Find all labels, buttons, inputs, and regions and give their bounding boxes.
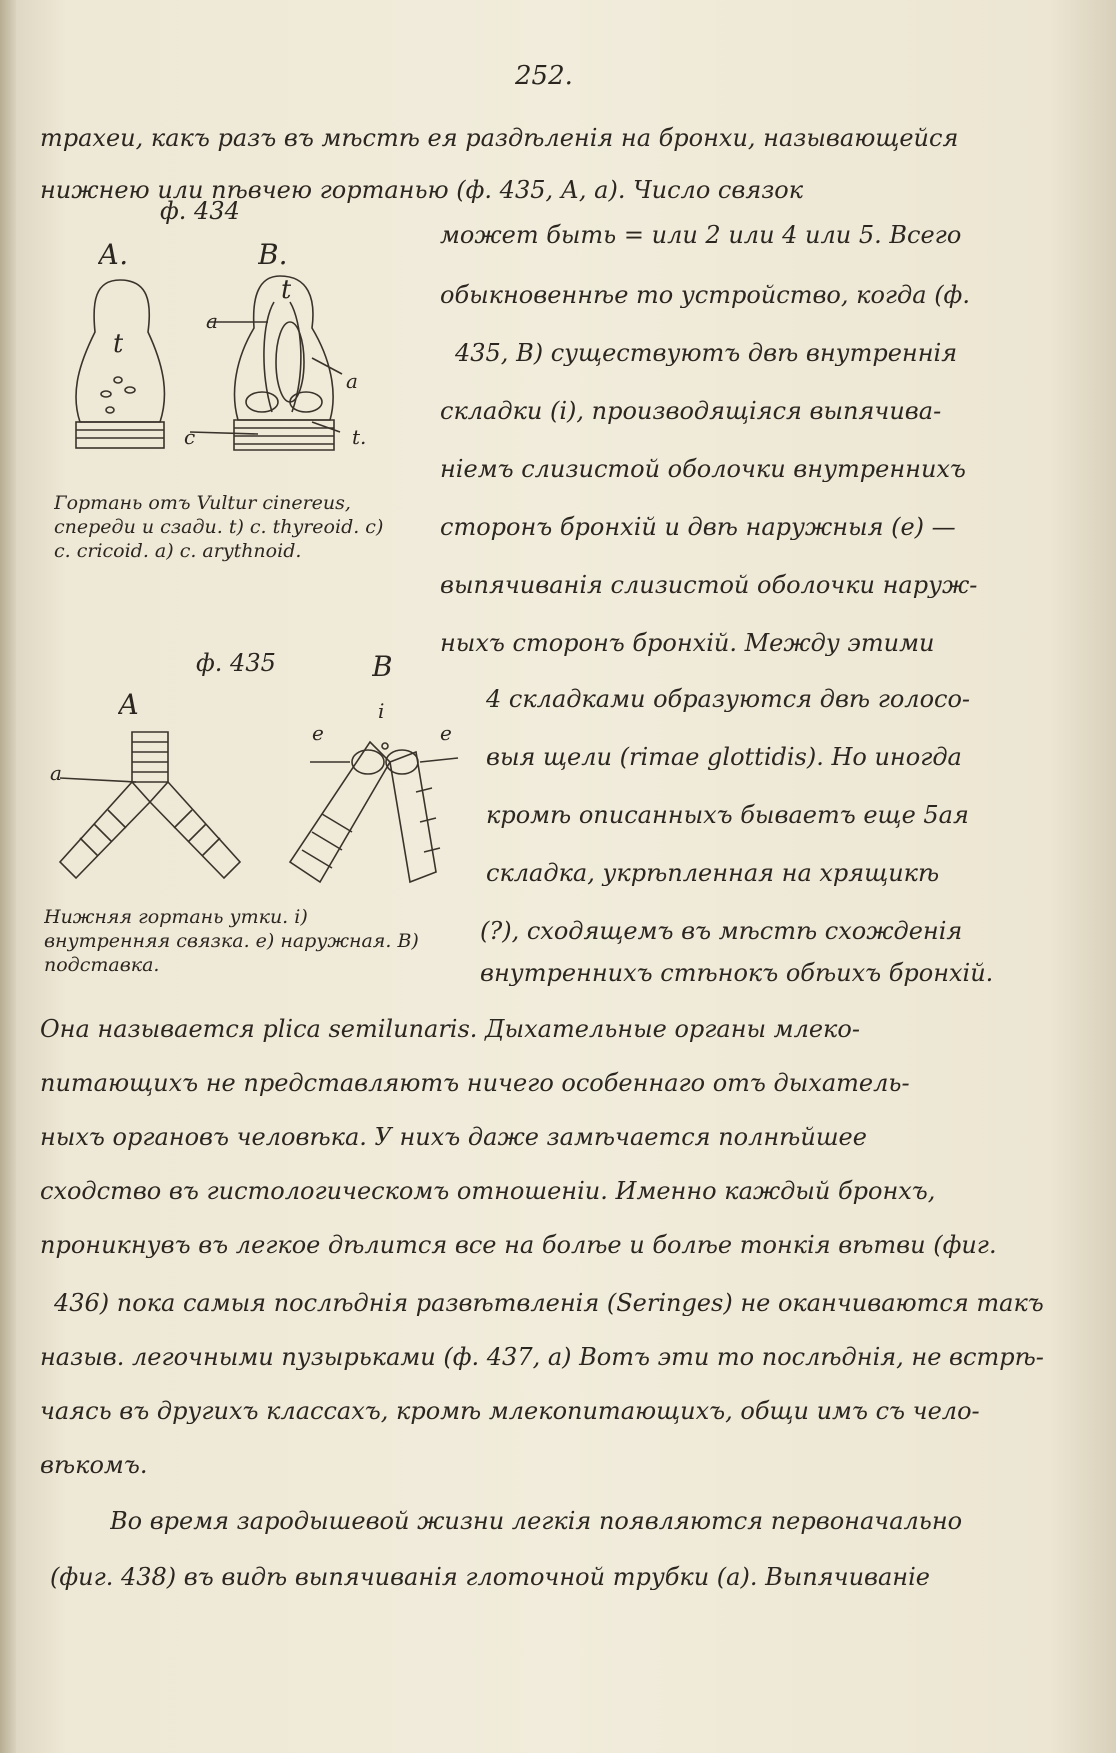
figure-435-caption: Нижняя гортань утки. i) внутренняя связка. e) наружная. В) подставка. [44, 906, 419, 976]
figure-435-letter: e [312, 722, 324, 744]
text-line: 4 складками образуются двѣ голосо- [486, 686, 971, 713]
text-line: трахеи, какъ разъ въ мѣстѣ ея раздѣленія на бронхи, называющейся нижнею или пѣвчею гортанью (ф. 435, А, а). Число связок [40, 124, 959, 204]
text-line: (?), сходящемъ въ мѣстѣ схожденія [480, 918, 963, 945]
figure-435-sub-a: А [118, 690, 140, 721]
figure-434-letter: t. [352, 426, 367, 448]
figure-435-sub-b: В [372, 652, 393, 683]
figure-435-label: ф. 435 [196, 650, 276, 677]
larynx-sketch [40, 262, 380, 492]
text-line: ныхъ сторонъ бронхій. Между этими [440, 630, 935, 657]
figure-434-letter: a [346, 370, 358, 392]
text-line: кромѣ описанныхъ бываетъ еще 5ая [486, 802, 969, 829]
figure-434-sub-a: А. [98, 240, 129, 271]
syrinx-sketch [40, 722, 460, 922]
text-line: Она называется plica semilunaris. Дыхательные органы млеко- [40, 1016, 860, 1043]
figure-434-caption: Гортань отъ Vultur cinereus, спереди и сзади. t) c. thyreoid. c) c. cricoid. a) c. arythnoid. [54, 492, 384, 562]
text-line: внутреннихъ стѣнокъ обѣихъ бронхій. [480, 960, 994, 987]
figure-434-letter: c [184, 426, 196, 448]
text-line: питающихъ не представляютъ ничего особеннаго отъ дыхатель- [40, 1070, 910, 1097]
text-line: может быть = или 2 или 4 или 5. Всего [440, 222, 962, 249]
text-line: ныхъ органовъ человѣка. У нихъ даже замѣчается полнѣйшее [40, 1124, 867, 1151]
text-line: проникнувъ въ легкое дѣлится все на болѣе и болѣе тонкія вѣтви (фиг. [40, 1232, 997, 1259]
text-line: 436) пока самыя послѣднія развѣтвленія (Seringes) не оканчиваются такъ [54, 1290, 1044, 1317]
figure-434-letter: a [206, 310, 218, 332]
text-line: складки (і), производящіяся выпячива- [440, 398, 942, 425]
page-number: 252. [515, 62, 573, 91]
figure-434-letter: t [281, 276, 292, 305]
text-line: выя щели (rimae glottidis). Но иногда [486, 744, 962, 771]
text-line: Во время зародышевой жизни легкія появляются первоначально [110, 1508, 963, 1535]
text-line: ніемъ слизистой оболочки внутреннихъ [440, 456, 966, 483]
text-line: сторонъ бронхій и двѣ наружныя (е) — [440, 514, 956, 541]
figure-435-letter: e [440, 722, 452, 744]
text-line: 435, В) существуютъ двѣ внутреннія [455, 340, 958, 367]
text-line: обыкновеннѣе то устройство, когда (ф. [440, 282, 970, 309]
figure-434-sub-b: В. [258, 240, 288, 271]
figure-434-label: ф. 434 [160, 198, 240, 225]
text-line: выпячиванія слизистой оболочки наруж- [440, 572, 978, 599]
text-line: складка, укрѣпленная на хрящикѣ [486, 860, 940, 887]
figure-435-letter: i [378, 700, 385, 722]
text-line: (фиг. 438) въ видѣ выпячиванія глоточной трубки (а). Выпячиваніе [50, 1564, 930, 1591]
figure-434-letter: t [113, 330, 124, 359]
figure-435-letter: a [50, 762, 62, 784]
text-line: вѣкомъ. [40, 1452, 148, 1479]
text-line: чаясь въ другихъ классахъ, кромѣ млекопитающихъ, общи имъ съ чело- [40, 1398, 980, 1425]
text-line: сходство въ гистологическомъ отношеніи. Именно каждый бронхъ, [40, 1178, 936, 1205]
text-line: назыв. легочными пузырьками (ф. 437, а) Вотъ эти то послѣднія, не встрѣ- [40, 1344, 1044, 1371]
